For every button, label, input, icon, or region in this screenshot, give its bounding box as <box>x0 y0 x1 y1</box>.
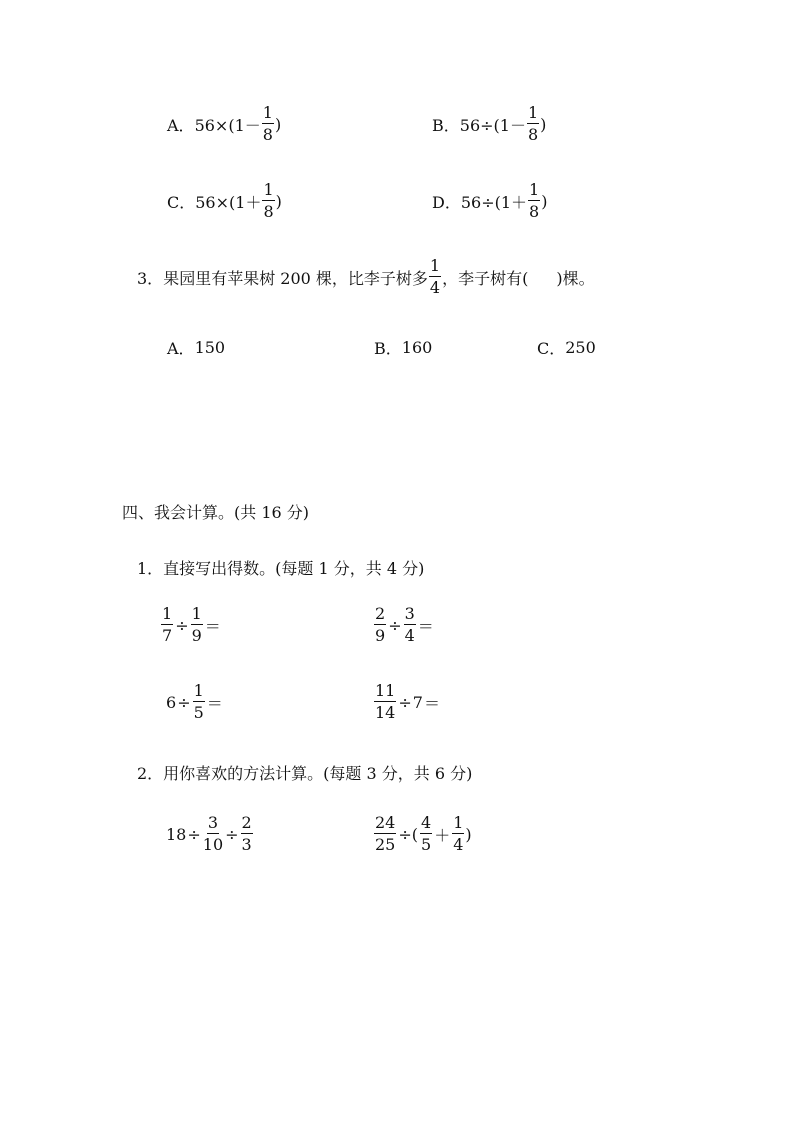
numerator: 24 <box>375 813 396 832</box>
numerator: 1 <box>193 681 204 700</box>
numerator: 1 <box>191 604 202 623</box>
operator: ÷ <box>175 615 189 635</box>
calc-item <box>373 683 441 721</box>
subsection-title: 1．直接写出得数。(每题 1 分，共 4 分) <box>137 559 425 578</box>
denominator: 7 <box>162 626 173 645</box>
option-b <box>432 105 546 143</box>
option-value: 250 <box>565 338 596 357</box>
fraction <box>374 606 386 644</box>
fraction <box>262 105 274 143</box>
equals-sign: ＝ <box>206 693 223 713</box>
q3-option-c <box>537 336 596 359</box>
numerator: 11 <box>375 681 396 700</box>
operator: ÷ <box>187 824 201 844</box>
denominator: 8 <box>263 202 274 221</box>
operator: ÷( <box>398 824 419 844</box>
numerator: 1 <box>527 103 539 122</box>
operator: ÷ <box>388 615 402 635</box>
option-d <box>432 182 547 220</box>
expression-text: 56÷(1＋ <box>460 192 528 212</box>
fraction <box>528 182 540 220</box>
option-label: B． <box>432 115 460 135</box>
close-paren: ) <box>541 191 548 211</box>
option-label: A． <box>167 339 195 358</box>
whole-number: 7 <box>412 692 423 712</box>
operator: ÷ <box>398 692 412 712</box>
numerator: 1 <box>162 604 173 623</box>
option-a <box>167 105 281 143</box>
option-label: D． <box>432 192 461 212</box>
expression-text: 56÷(1－ <box>459 115 526 135</box>
numerator: 1 <box>262 103 273 122</box>
fraction <box>203 815 223 853</box>
whole-number: 6 <box>166 692 177 712</box>
fraction <box>161 606 173 644</box>
q3-option-a <box>167 336 225 359</box>
question-text-after: ，李子树有( <box>442 268 529 288</box>
denominator: 10 <box>202 835 224 854</box>
operator: ＋ <box>434 825 451 845</box>
option-label: C． <box>167 192 196 212</box>
option-value: 150 <box>194 338 226 357</box>
fraction <box>452 815 464 853</box>
denominator: 8 <box>529 202 540 221</box>
denominator: 8 <box>527 125 539 144</box>
close-paren: ) <box>540 114 547 134</box>
close-paren: ) <box>275 191 282 211</box>
numerator: 3 <box>207 813 219 832</box>
denominator: 4 <box>429 278 441 297</box>
operator: ÷ <box>225 824 239 844</box>
option-label: A． <box>167 115 195 135</box>
calc-item <box>166 683 224 721</box>
equals-sign: ＝ <box>423 693 440 713</box>
fraction <box>429 258 441 296</box>
denominator: 5 <box>421 835 432 854</box>
fraction <box>527 105 539 143</box>
denominator: 4 <box>404 626 415 645</box>
option-label: B． <box>374 339 402 358</box>
denominator: 4 <box>453 835 464 854</box>
fraction <box>374 683 396 721</box>
operator: ÷ <box>177 692 191 712</box>
denominator: 3 <box>241 835 252 854</box>
whole-number: 18 <box>166 824 187 844</box>
denominator: 9 <box>375 626 386 645</box>
numerator: 2 <box>375 604 386 623</box>
numerator: 1 <box>429 256 441 275</box>
numerator: 4 <box>421 813 432 832</box>
denominator: 8 <box>262 125 273 144</box>
denominator: 9 <box>191 626 202 645</box>
denominator: 14 <box>375 703 396 722</box>
option-c <box>167 182 282 220</box>
fraction <box>404 606 416 644</box>
calc-item <box>373 815 472 853</box>
question-3 <box>137 258 595 296</box>
question-text-end: )棵。 <box>556 268 595 288</box>
section-title: 四、我会计算。(共 16 分) <box>122 503 310 522</box>
close-paren: ) <box>274 114 282 134</box>
fraction <box>374 815 396 853</box>
numerator: 1 <box>263 180 274 199</box>
numerator: 1 <box>453 813 464 832</box>
equals-sign: ＝ <box>204 616 221 636</box>
close-paren: ) <box>465 824 472 844</box>
subsection-title: 2．用你喜欢的方法计算。(每题 3 分，共 6 分) <box>137 764 473 783</box>
denominator: 5 <box>193 703 204 722</box>
option-value: 160 <box>401 338 433 357</box>
numerator: 3 <box>404 604 415 623</box>
calc-item <box>166 815 254 853</box>
denominator: 25 <box>375 835 396 854</box>
fraction <box>420 815 432 853</box>
numerator: 2 <box>241 813 252 832</box>
calc-item <box>160 606 222 644</box>
question-number: 3． <box>137 268 164 288</box>
calc-item <box>373 606 435 644</box>
question-text: 果园里有苹果树 200 棵，比李子树多 <box>163 268 428 288</box>
fraction <box>241 815 253 853</box>
expression-text: 56×(1－ <box>194 115 261 135</box>
numerator: 1 <box>529 180 540 199</box>
expression-text: 56×(1＋ <box>195 192 262 212</box>
fraction <box>193 683 205 721</box>
fraction <box>191 606 203 644</box>
option-label: C． <box>537 339 566 358</box>
equals-sign: ＝ <box>417 616 434 636</box>
fraction <box>262 182 274 220</box>
q3-option-b <box>374 336 432 359</box>
